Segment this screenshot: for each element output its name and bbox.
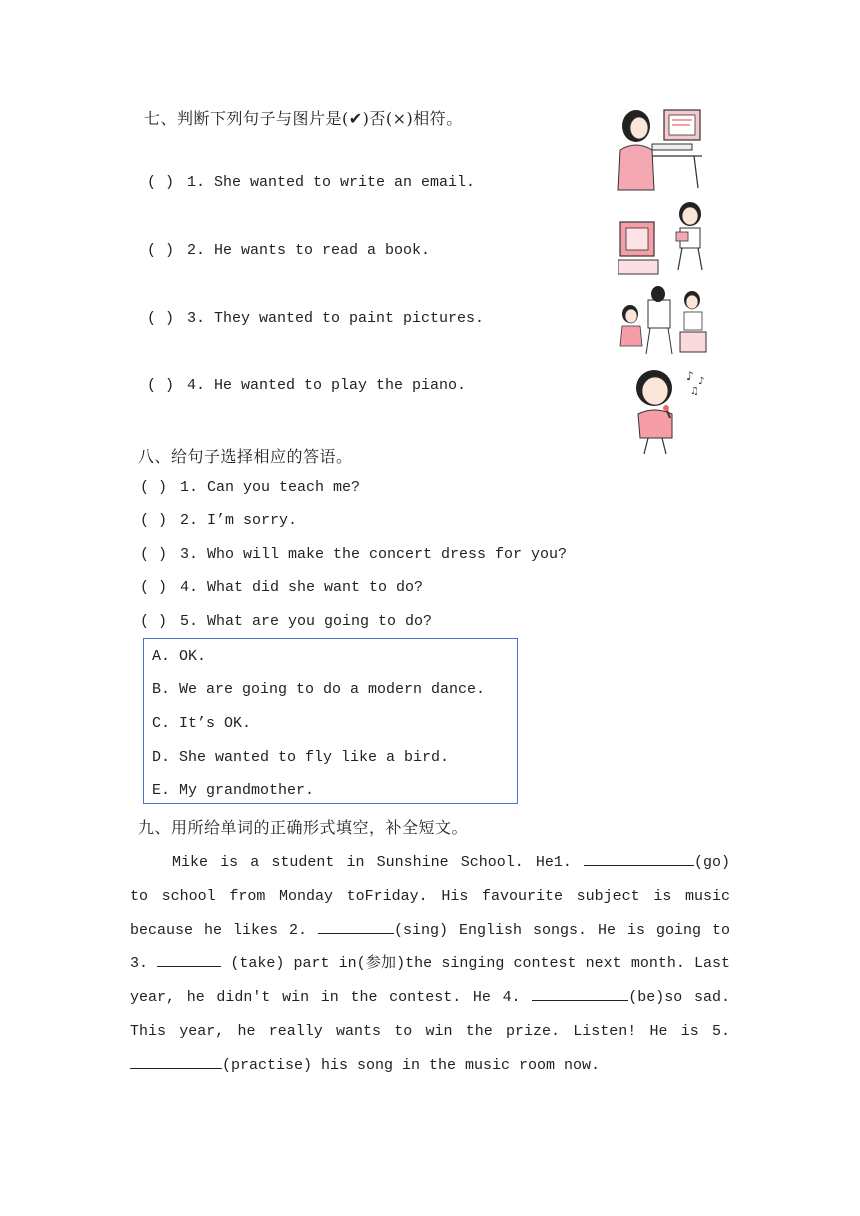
svg-text:♫: ♫: [690, 386, 699, 397]
option-a: A. OK.: [152, 648, 207, 665]
children-painting-illustration: [614, 284, 714, 358]
blank-5[interactable]: [130, 1054, 222, 1069]
passage-text: Mike is a student in Sunshine School. He1.: [172, 854, 584, 871]
girl-computer-illustration: [612, 104, 707, 192]
section-7-item-3: [147, 310, 484, 327]
svg-text:♪: ♪: [698, 376, 705, 387]
blank-4[interactable]: [532, 986, 628, 1001]
passage-text: (practise) his song in the music room now.: [222, 1056, 601, 1074]
option-b: B. We are going to do a modern dance.: [152, 681, 486, 698]
passage-text: (go) to school from Monday toFriday. His favourite subject is music because he likes 2.: [130, 854, 730, 939]
item-text: 2. I’m sorry.: [180, 512, 298, 529]
option-c: C. It’s OK.: [152, 715, 252, 732]
answer-bracket[interactable]: ( ): [140, 613, 168, 630]
answer-bracket[interactable]: ( ): [147, 310, 175, 327]
section-8-item-3: [140, 546, 567, 563]
svg-text:♪: ♪: [686, 369, 694, 383]
item-text: 4. He wanted to play the piano.: [187, 377, 467, 394]
passage-text: (sing) English songs. He is going to 3.: [130, 921, 730, 973]
item-text: 2. He wants to read a book.: [187, 242, 431, 259]
answer-bracket[interactable]: ( ): [147, 242, 175, 259]
option-d: D. She wanted to fly like a bird.: [152, 749, 450, 766]
section-7-item-2: [147, 242, 430, 259]
section-8-title: 八、给句子选择相应的答语。: [138, 447, 353, 466]
section-7-item-1: [147, 174, 475, 191]
item-text: 4. What did she want to do?: [180, 579, 424, 596]
item-text: 3. They wanted to paint pictures.: [187, 310, 485, 327]
section-8-item-5: [140, 613, 432, 630]
item-text: 1. She wanted to write an email.: [187, 174, 476, 191]
cloze-passage: [130, 846, 730, 1083]
answer-bracket[interactable]: ( ): [140, 512, 168, 529]
blank-2[interactable]: [318, 919, 394, 934]
blank-1[interactable]: [584, 851, 694, 866]
answer-bracket[interactable]: ( ): [140, 479, 168, 496]
section-7-title: 七、判断下列句子与图片是(✔)否(×)相符。: [144, 109, 463, 128]
answer-options-box: [143, 638, 518, 804]
option-e: E. My grandmother.: [152, 782, 315, 799]
item-text: 5. What are you going to do?: [180, 613, 433, 630]
blank-3[interactable]: [157, 952, 221, 967]
section-8-item-2: [140, 512, 297, 529]
section-9-title: 九、用所给单词的正确形式填空，补全短文。: [138, 818, 469, 837]
section-8-item-4: [140, 579, 423, 596]
item-text: 3. Who will make the concert dress for you?: [180, 546, 568, 563]
item-text: 1. Can you teach me?: [180, 479, 361, 496]
answer-bracket[interactable]: ( ): [147, 174, 175, 191]
boy-singing-illustration: [628, 366, 712, 456]
answer-bracket[interactable]: ( ): [140, 546, 168, 563]
answer-bracket[interactable]: ( ): [140, 579, 168, 596]
passage-text: (take) part in(参加)the singing contest next month. Last year, he didn't win in the contest. He 4.: [130, 955, 730, 1007]
answer-bracket[interactable]: ( ): [147, 377, 175, 394]
boy-reading-illustration: [618, 196, 710, 278]
section-8-item-1: [140, 479, 360, 496]
passage-text: (be)so sad. This year, he really wants to win the prize. Listen! He is 5.: [130, 989, 730, 1040]
section-7-item-4: [147, 377, 466, 394]
